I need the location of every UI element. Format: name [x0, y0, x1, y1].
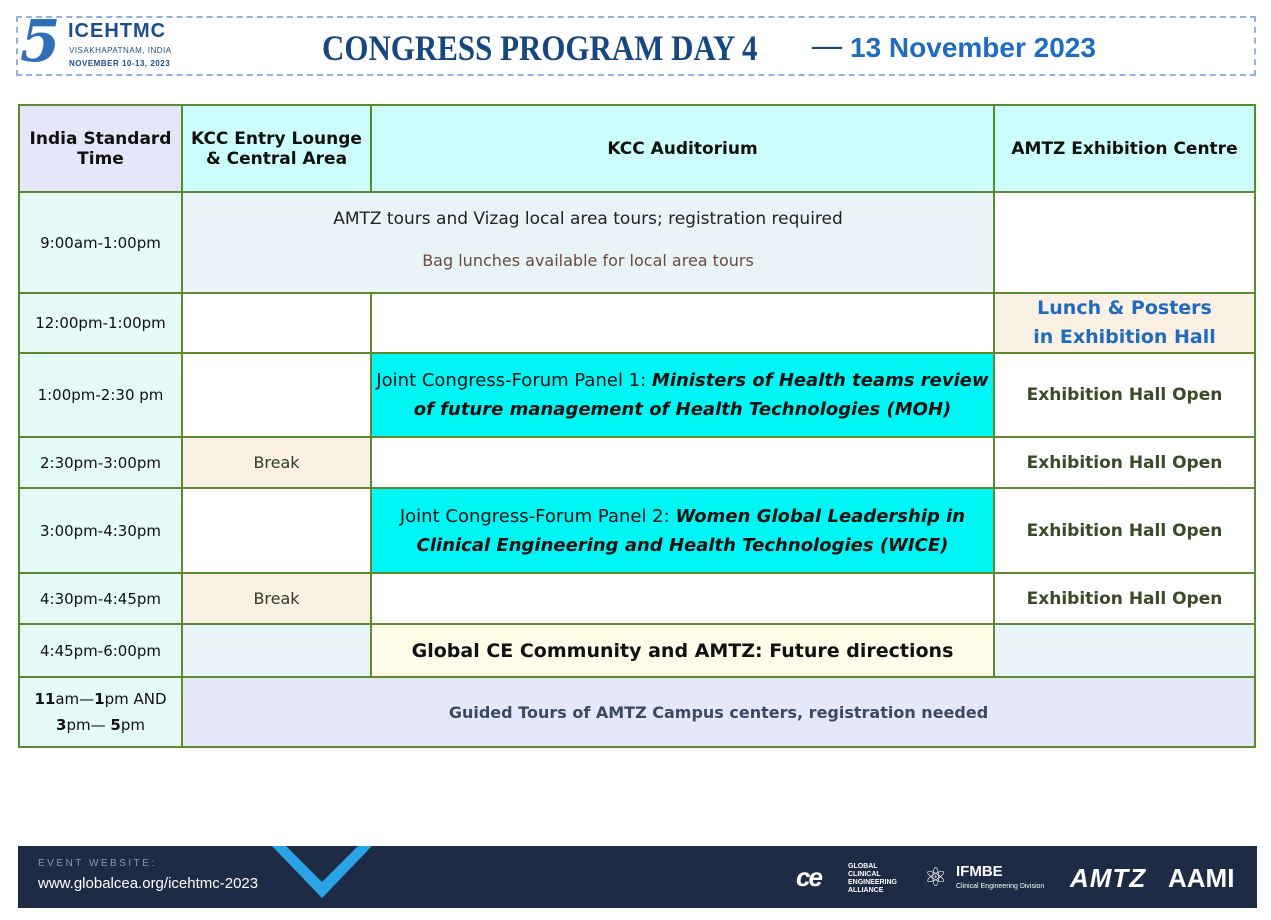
tours-text: AMTZ tours and Vizag local area tours; registration required	[333, 209, 843, 229]
panel-2-prefix: Joint Congress-Forum Panel 2:	[399, 505, 676, 527]
col-header-auditorium-label: KCC Auditorium	[607, 138, 758, 159]
time-line-2	[20, 712, 181, 738]
event-website-link[interactable]: www.globalcea.org/icehtmc-2023	[38, 875, 259, 892]
atom-icon: ⚛	[924, 862, 948, 892]
logo-name: ICEHTMC	[68, 20, 167, 42]
time-hour: 5	[110, 716, 121, 734]
table-row	[19, 437, 1255, 488]
bag-lunch-text: Bag lunches available for local area tours	[422, 251, 754, 270]
empty-cell	[182, 293, 371, 353]
empty-cell	[182, 353, 371, 437]
gcea-line: CLINICAL	[848, 871, 881, 878]
lunch-posters-cell	[994, 293, 1255, 353]
time-cell: 3:00pm-4:30pm	[19, 488, 182, 573]
time-line-1	[20, 686, 181, 712]
col-header-time-label: India Standard Time	[29, 128, 172, 169]
footer-banner	[18, 846, 1257, 908]
col-header-lounge-label: KCC Entry Lounge & Central Area	[191, 128, 362, 169]
page-header	[16, 7, 1256, 76]
table-header-row	[19, 105, 1255, 192]
logo-number: 5	[20, 7, 61, 75]
ifmbe-division: Clinical Engineering Division	[956, 883, 1045, 890]
global-ce-cell: Global CE Community and AMTZ: Future directions	[371, 624, 994, 677]
logo-dates: NOVEMBER 10-13, 2023	[69, 59, 171, 68]
aami-logo: AAMI	[1168, 863, 1235, 893]
table-row	[19, 677, 1255, 747]
empty-cell	[994, 624, 1255, 677]
col-header-amtz	[994, 105, 1255, 192]
time-cell-guided	[19, 677, 182, 747]
empty-cell	[371, 293, 994, 353]
time-cell: 9:00am-1:00pm	[19, 192, 182, 293]
exhibition-open-cell: Exhibition Hall Open	[994, 353, 1255, 437]
empty-cell	[371, 573, 994, 624]
exhibition-open-cell: Exhibition Hall Open	[994, 488, 1255, 573]
exhibition-open-cell: Exhibition Hall Open	[994, 437, 1255, 488]
time-hour: 1	[94, 690, 105, 708]
panel-1-title: Ministers of Health teams review of future management of Health Technologies (MOH)	[413, 370, 989, 420]
time-cell: 2:30pm-3:00pm	[19, 437, 182, 488]
ifmbe-logo: IFMBE	[956, 863, 1003, 880]
tours-cell	[182, 192, 994, 293]
time-suffix: am—	[55, 690, 95, 708]
time-cell: 1:00pm-2:30 pm	[19, 353, 182, 437]
empty-cell	[182, 624, 371, 677]
col-header-lounge	[182, 105, 371, 192]
table-row	[19, 192, 1255, 293]
schedule-table	[18, 104, 1256, 748]
title-dash: —	[812, 29, 842, 62]
table-row	[19, 353, 1255, 437]
panel-1-prefix: Joint Congress-Forum Panel 1:	[376, 370, 652, 391]
panel-1-cell	[371, 353, 994, 437]
exhibition-open-cell: Exhibition Hall Open	[994, 573, 1255, 624]
empty-cell	[371, 437, 994, 488]
logo-city: VISAKHAPATNAM, INDIA	[69, 46, 172, 55]
icehtmc-logo	[20, 7, 210, 76]
empty-cell	[182, 488, 371, 573]
event-website-label: EVENT WEBSITE:	[38, 858, 157, 869]
break-cell: Break	[182, 573, 371, 624]
time-hour: 11	[34, 690, 56, 708]
time-cell: 4:30pm-4:45pm	[19, 573, 182, 624]
gcea-line: ENGINEERING	[848, 879, 898, 886]
col-header-time	[19, 105, 182, 192]
break-cell: Break	[182, 437, 371, 488]
table-row	[19, 488, 1255, 573]
gcea-logo: ce	[796, 862, 821, 892]
chevron-inner-shape	[286, 846, 358, 882]
title-date: 13 November 2023	[850, 32, 1096, 63]
lunch-line1: Lunch & Posters	[1037, 297, 1212, 319]
panel-2-cell	[371, 488, 994, 573]
lunch-line2: in Exhibition Hall	[1033, 326, 1216, 348]
title-main: CONGRESS PROGRAM DAY 4	[322, 28, 758, 68]
time-cell: 4:45pm-6:00pm	[19, 624, 182, 677]
gcea-name	[848, 863, 897, 895]
amtz-logo: AMTZ	[1070, 863, 1147, 893]
time-hour: 3	[56, 716, 67, 734]
gcea-line: ALLIANCE	[848, 887, 884, 894]
col-header-amtz-label: AMTZ Exhibition Centre	[1011, 138, 1238, 159]
guided-tours-cell: Guided Tours of AMTZ Campus centers, registration needed	[182, 677, 1255, 747]
panel-2-title: Women Global Leadership in Clinical Engineering and Health Technologies (WICE)	[416, 505, 966, 556]
gcea-line: GLOBAL	[848, 863, 878, 870]
time-cell: 12:00pm-1:00pm	[19, 293, 182, 353]
empty-cell	[994, 192, 1255, 293]
page-title	[322, 27, 1096, 69]
time-suffix: pm—	[66, 716, 111, 734]
col-header-auditorium	[371, 105, 994, 192]
time-suffix: pm AND	[104, 690, 167, 708]
time-suffix: pm	[120, 716, 145, 734]
table-row	[19, 624, 1255, 677]
table-row	[19, 293, 1255, 353]
table-row	[19, 573, 1255, 624]
